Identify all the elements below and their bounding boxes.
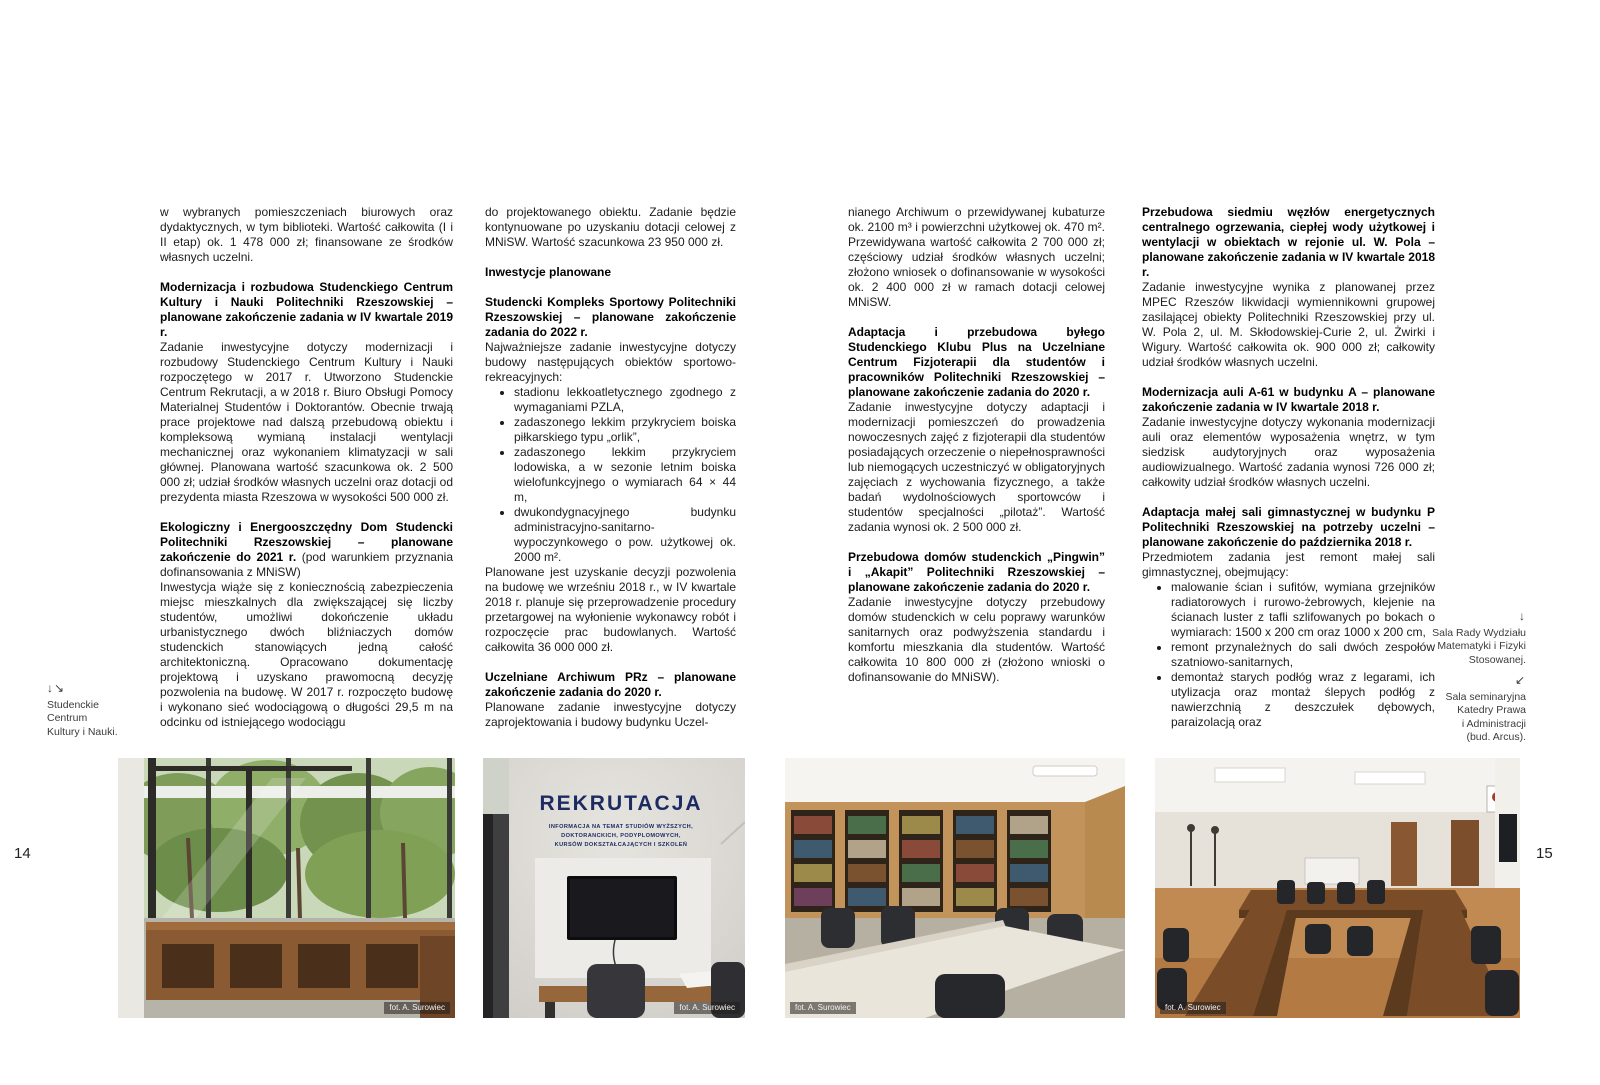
page-number-left: 14 bbox=[14, 845, 31, 862]
bullet-item: • malowanie ścian i sufitów, wymiana grzejników radiatorowych i rurowo-żebrowych, klejenie na ścianach luster z tafli szlifowanych po bokach o wymiarach: 1500 x 200 cm oraz 1000 x 200 cm, bbox=[1171, 580, 1435, 640]
rekrutacja-sign-line-3: KURSÓW DOKSZTAŁCAJĄCYCH I SZKOLEŃ bbox=[554, 842, 688, 848]
down-downright-arrow-icon: ↓↘ bbox=[47, 681, 66, 695]
photo-credit: fot. A. Surowiec bbox=[790, 1002, 856, 1014]
photo-1-illustration bbox=[118, 758, 455, 1018]
section-heading: Inwestycje planowane bbox=[485, 265, 612, 279]
downleft-arrow-icon: ↙ bbox=[1514, 673, 1526, 687]
bullet-item: • demontaż starych podłóg wraz z legarami, ich utylizacja oraz montaż ślepych podłóg z nawierzchnią z deszczułek dębowych, paraizolacją oraz bbox=[1171, 670, 1435, 730]
photo-studenckie-centrum bbox=[118, 758, 455, 1018]
text-column-1 bbox=[160, 205, 453, 730]
rekrutacja-sign-line-1: INFORMACJA NA TEMAT STUDIÓW WYŻSZYCH, bbox=[548, 824, 694, 830]
photo-2-illustration bbox=[483, 758, 745, 1018]
bullet-item: • stadionu lekkoatletycznego zgodnego z wymaganiami PZLA, bbox=[514, 385, 736, 415]
page-number-right: 15 bbox=[1536, 845, 1553, 862]
paragraph: Najważniejsze zadanie inwestycyjne dotyczy budowy następujących obiektów sportowo-rekreacyjnych: bbox=[485, 340, 736, 384]
paragraph: nianego Archiwum o przewidywanej kubaturze ok. 2100 m³ i powierzchni użytkowej ok. 470 m². Przewidywana wartość całkowita 2 700 000 zł; częściowy udział środków własnych uczelni; złożono wniosek o dofinansowanie w wysokości ok. 2 400 000 zł w ramach dotacji celowej MNiSW. bbox=[848, 205, 1105, 309]
section-heading: Studencki Kompleks Sportowy Politechniki Rzeszowskiej – planowane zakończenie zadania do 2022 r. bbox=[485, 295, 736, 339]
paragraph: Zadanie inwestycyjne wynika z planowanej przez MPEC Rzeszów likwidacji wymiennikowni grupowej zasilającej obiekty Politechniki Rzeszowskiej przy ul. W. Pola 2, ul. M. Skłodowskiej-Curie 2, ul. Żwirki i Wigury. Wartość całkowita ok. 900 000 zł; całkowity udział środków własnych uczelni. bbox=[1142, 280, 1435, 369]
bullet-item: • remont przynależnych do sali dwóch zespołów szatniowo-sanitarnych, bbox=[1171, 640, 1435, 670]
margin-note-line: Stosowanej. bbox=[1468, 653, 1526, 666]
paragraph: do projektowanego obiektu. Zadanie będzie kontynuowane po uzyskaniu dotacji celowej z MNiSW. Wartość szacunkowa 23 950 000 zł. bbox=[485, 205, 736, 249]
section-heading: Uczelniane Archiwum PRz – planowane zakończenie zadania do 2020 r. bbox=[485, 670, 736, 699]
margin-note-text bbox=[47, 699, 152, 740]
bullet-item: • zadaszonego lekkim przykryciem lodowiska, a w sezonie letnim boiska wielofunkcyjnego o wymiarach 64 × 44 m, bbox=[514, 445, 736, 505]
margin-note-line: (bud. Arcus). bbox=[1466, 731, 1526, 743]
paragraph: Zadanie inwestycyjne dotyczy przebudowy domów studenckich w celu poprawy warunków sanitarnych oraz podwyższenia standardu i komfortu mieszkania dla studentów. Wartość całkowita 10 800 000 zł (złożono wnioski o dofinansowanie do MNiSW). bbox=[848, 595, 1105, 684]
margin-note-line: Studenckie bbox=[47, 698, 99, 711]
paragraph: Planowane jest uzyskanie decyzji pozwolenia na budowę we wrześniu 2018 r., w IV kwartale 2018 r. planuje się przeprowadzenie procedury przetargowej na wyłonienie wykonawcy robót i rozpoczęcie prac budowlanych. Wartość całkowita 36 000 000 zł. bbox=[485, 565, 736, 654]
photo-library bbox=[785, 758, 1125, 1018]
rekrutacja-sign-title: REKRUTACJA bbox=[539, 792, 703, 815]
section-heading: Przebudowa siedmiu węzłów energetycznych centralnego ogrzewania, ciepłej wody użytkowej i wentylacji w obiektach w rejonie ul. W. Pola – planowane zakończenie zadania w IV kwartale 2018 r. bbox=[1142, 205, 1435, 279]
photo-seminar-room bbox=[1155, 758, 1520, 1018]
paragraph: w wybranych pomieszczeniach biurowych oraz dydaktycznych, w tym biblioteki. Wartość całkowita (I i II etap) ok. 1 478 000 zł; finansowane ze środków własnych uczelni. bbox=[160, 205, 453, 264]
paragraph: Zadanie inwestycyjne dotyczy wykonania modernizacji auli oraz elementów wyposażenia wnętrz, w tym siedzisk audytoryjnych oraz wyposażenia audiowizualnego. Wartość zadania wynosi 726 000 zł; całkowity udział środków własnych uczelni. bbox=[1142, 415, 1435, 489]
margin-note-text bbox=[1386, 627, 1526, 668]
margin-note-line: Matematyki i Fizyki bbox=[1437, 640, 1526, 652]
photo-credit: fot. A. Surowiec bbox=[384, 1002, 450, 1014]
paragraph: Przedmiotem zadania jest remont małej sali gimnastycznej, obejmujący: bbox=[1142, 550, 1435, 579]
bullet-item: • dwukondygnacyjnego budynku administracyjno-sanitarno-wypoczynkowego o pow. użytkowej ok. 2000 m². bbox=[514, 505, 736, 565]
down-arrow-icon: ↓ bbox=[1519, 609, 1526, 623]
text-column-3 bbox=[848, 205, 1105, 685]
paragraph: Zadanie inwestycyjne dotyczy adaptacji i modernizacji pomieszczeń do prowadzenia nowoczesnych zajęć z fizjoterapii dla studentów posiadających orzeczenie o niepełnosprawności lub niemogących uczestniczyć w obligatoryjnych zajęciach z wychowania fizycznego, a także badań wydolnościowych sportowców i studentów specjalności „pilotaż”. Wartość zadania wynosi ok. 2 500 000 zł. bbox=[848, 400, 1105, 534]
margin-note-left bbox=[47, 682, 152, 739]
paragraph: Zadanie inwestycyjne dotyczy modernizacji i rozbudowy Studenckiego Centrum Kultury i Nauki rozpoczętego w 2017 r. Utworzono Studenckie Centrum Rekrutacji, a w 2018 r. Biuro Obsługi Pomocy Materialnej Studentów i Doktorantów. Obecnie trwają prace projektowe nad dalszą przebudową obiektu i kompleksową wymianą instalacji wentylacji mechanicznej oraz wykonaniem klimatyzacji w sali głównej. Planowana wartość szacunkowa ok. 2 500 000 zł; udział środków własnych uczelni oraz dotacji od prezydenta miasta Rzeszowa w wysokości 500 000 zł. bbox=[160, 340, 453, 504]
section-heading: Adaptacja małej sali gimnastycznej w budynku P Politechniki Rzeszowskiej na potrzeby uczelni – planowane zakończenie do października 2018 r. bbox=[1142, 505, 1435, 549]
section-heading: Adaptacja i przebudowa byłego Studenckiego Klubu Plus na Uczelniane Centrum Fizjoterapii dla studentów i pracowników Politechniki Rzeszowskiej – planowane zakończenie zadania do 2020 r. bbox=[848, 325, 1105, 399]
rekrutacja-sign-line-2: DOKTORANCKICH, PODYPLOMOWYCH, bbox=[561, 833, 681, 839]
photo-4-illustration bbox=[1155, 758, 1520, 1018]
section-heading: Przebudowa domów studenckich „Pingwin” i „Akapit” Politechniki Rzeszowskiej – planowane zakończenie zadania do 2020 r. bbox=[848, 550, 1105, 594]
margin-note-right-top bbox=[1386, 610, 1526, 667]
margin-note-right-bottom bbox=[1386, 674, 1526, 745]
bullet-item: • zadaszonego lekkim przykryciem boiska piłkarskiego typu „orlik”, bbox=[514, 415, 736, 445]
margin-note-line: Katedry Prawa bbox=[1457, 704, 1526, 716]
margin-note-line: Sala Rady Wydziału bbox=[1432, 626, 1526, 639]
photo-3-illustration bbox=[785, 758, 1125, 1018]
section-heading: Ekologiczny i Energooszczędny Dom Studencki Politechniki Rzeszowskiej – planowane zakończenie do 2021 r. (pod warunkiem przyznania dofinansowania z MNiSW) bbox=[160, 520, 453, 579]
paragraph: Inwestycja wiąże się z koniecznością zabezpieczenia miejsc mieszkalnych dla zwiększającej się liczby studentów, umożliwi dokończenie układu urbanistycznego dwóch bliźniaczych domów studenckich stanowiących jedną całość architektoniczną. Opracowano dokumentację projektową i uzyskano prawomocną decyzję pozwolenia na budowę. W 2017 r. rozpoczęto budowę i wykonano sieć wodociągową o długości 29,5 m na odcinku od istniejącego wodociągu bbox=[160, 580, 453, 729]
photo-credit: fot. A. Surowiec bbox=[1160, 1002, 1226, 1014]
photo-rekrutacja bbox=[483, 758, 745, 1018]
margin-note-text bbox=[1386, 691, 1526, 745]
margin-note-line: Sala seminaryjna bbox=[1445, 690, 1526, 703]
margin-note-line: i Administracji bbox=[1461, 717, 1526, 730]
margin-note-line: Centrum bbox=[47, 712, 88, 724]
paragraph: Planowane zadanie inwestycyjne dotyczy zaprojektowania i budowy budynku Uczel- bbox=[485, 700, 736, 729]
section-heading: Modernizacja i rozbudowa Studenckiego Centrum Kultury i Nauki Politechniki Rzeszowskiej – planowane zakończenie zadania w IV kwartale 2019 r. bbox=[160, 280, 453, 339]
text-column-2 bbox=[485, 205, 736, 730]
section-heading: Modernizacja auli A-61 w budynku A – planowane zakończenie zadania w IV kwartale 2018 r. bbox=[1142, 385, 1435, 414]
bullet-list bbox=[485, 385, 736, 565]
photo-credit: fot. A. Surowiec bbox=[674, 1002, 740, 1014]
margin-note-line: Kultury i Nauki. bbox=[47, 725, 118, 738]
